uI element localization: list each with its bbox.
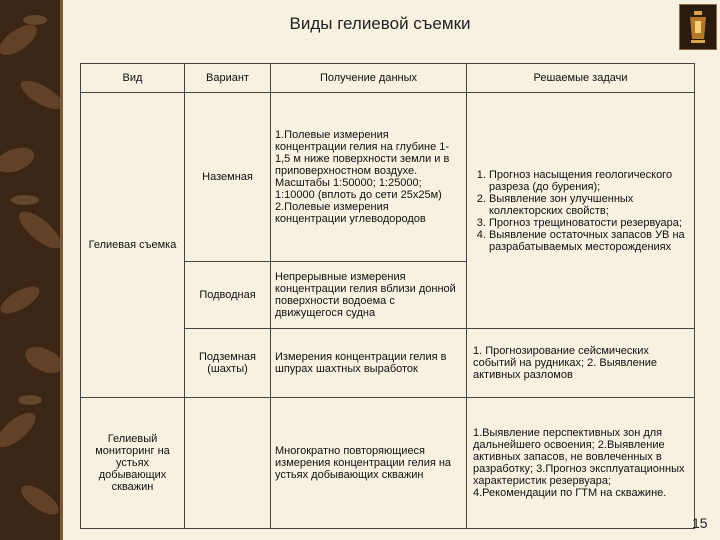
column-header: Получение данных xyxy=(271,64,467,93)
list-item: 3. Прогноз трещиноватости резервуара; xyxy=(489,217,690,229)
list-item: 4. Выявление остаточных запасов УВ на разрабатываемых месторождениях xyxy=(489,229,690,253)
helium-survey-table xyxy=(80,63,695,529)
list-item: 2. Выявление зон улучшенных коллекторских свойств; xyxy=(489,193,690,217)
list-item: 1. Прогноз насыщения геологического разреза (до бурения); xyxy=(489,169,690,193)
page-title: Виды гелиевой съемки xyxy=(289,14,471,33)
variant-cell: Подземная (шахты) xyxy=(185,329,271,398)
tasks-cell: 1.Выявление перспективных зон для дальнейшего освоения; 2.Выявление активных запасов, не вовлеченных в разработку; 3.Прогноз эксплуатационных характеристик резервуара; 4.Рекомендации по ГТМ на скважине. xyxy=(467,398,695,529)
leaf-pattern-icon xyxy=(0,0,60,540)
table-row xyxy=(81,93,695,262)
lamp-icon xyxy=(680,5,716,49)
tasks-list xyxy=(471,169,690,253)
column-header: Вариант xyxy=(185,64,271,93)
tasks-cell: 1. Прогнозирование сейсмических событий на рудниках; 2. Выявление активных разломов xyxy=(467,329,695,398)
column-header: Решаемые задачи xyxy=(467,64,695,93)
sidebar-divider xyxy=(60,0,63,540)
data-cell: 1.Полевые измерения концентрации гелия на глубине 1-1,5 м ниже поверхности земли и в приповерхностном воздухе. Масштабы 1:50000; 1:25000; 1:10000 (вплоть до сети 25х25м) 2.Полевые измерения концентрации углеводородов xyxy=(271,93,467,262)
decorative-sidebar xyxy=(0,0,60,540)
column-header: Вид xyxy=(81,64,185,93)
vid-cell: Гелиевая съемка xyxy=(81,93,185,398)
page-number: 15 xyxy=(692,515,708,531)
table-row xyxy=(81,398,695,529)
logo xyxy=(679,4,717,50)
variant-cell xyxy=(185,398,271,529)
variant-cell: Подводная xyxy=(185,262,271,329)
table-header-row xyxy=(81,64,695,93)
tasks-cell xyxy=(467,93,695,329)
vid-cell: Гелиевый мониторинг на устьях добывающих скважин xyxy=(81,398,185,529)
data-cell: Непрерывные измерения концентрации гелия вблизи донной поверхности водоема с движущегося судна xyxy=(271,262,467,329)
variant-cell: Наземная xyxy=(185,93,271,262)
data-cell: Многократно повторяющиеся измерения концентрации гелия на устьях добывающих скважин xyxy=(271,398,467,529)
data-cell: Измерения концентрации гелия в шпурах шахтных выработок xyxy=(271,329,467,398)
